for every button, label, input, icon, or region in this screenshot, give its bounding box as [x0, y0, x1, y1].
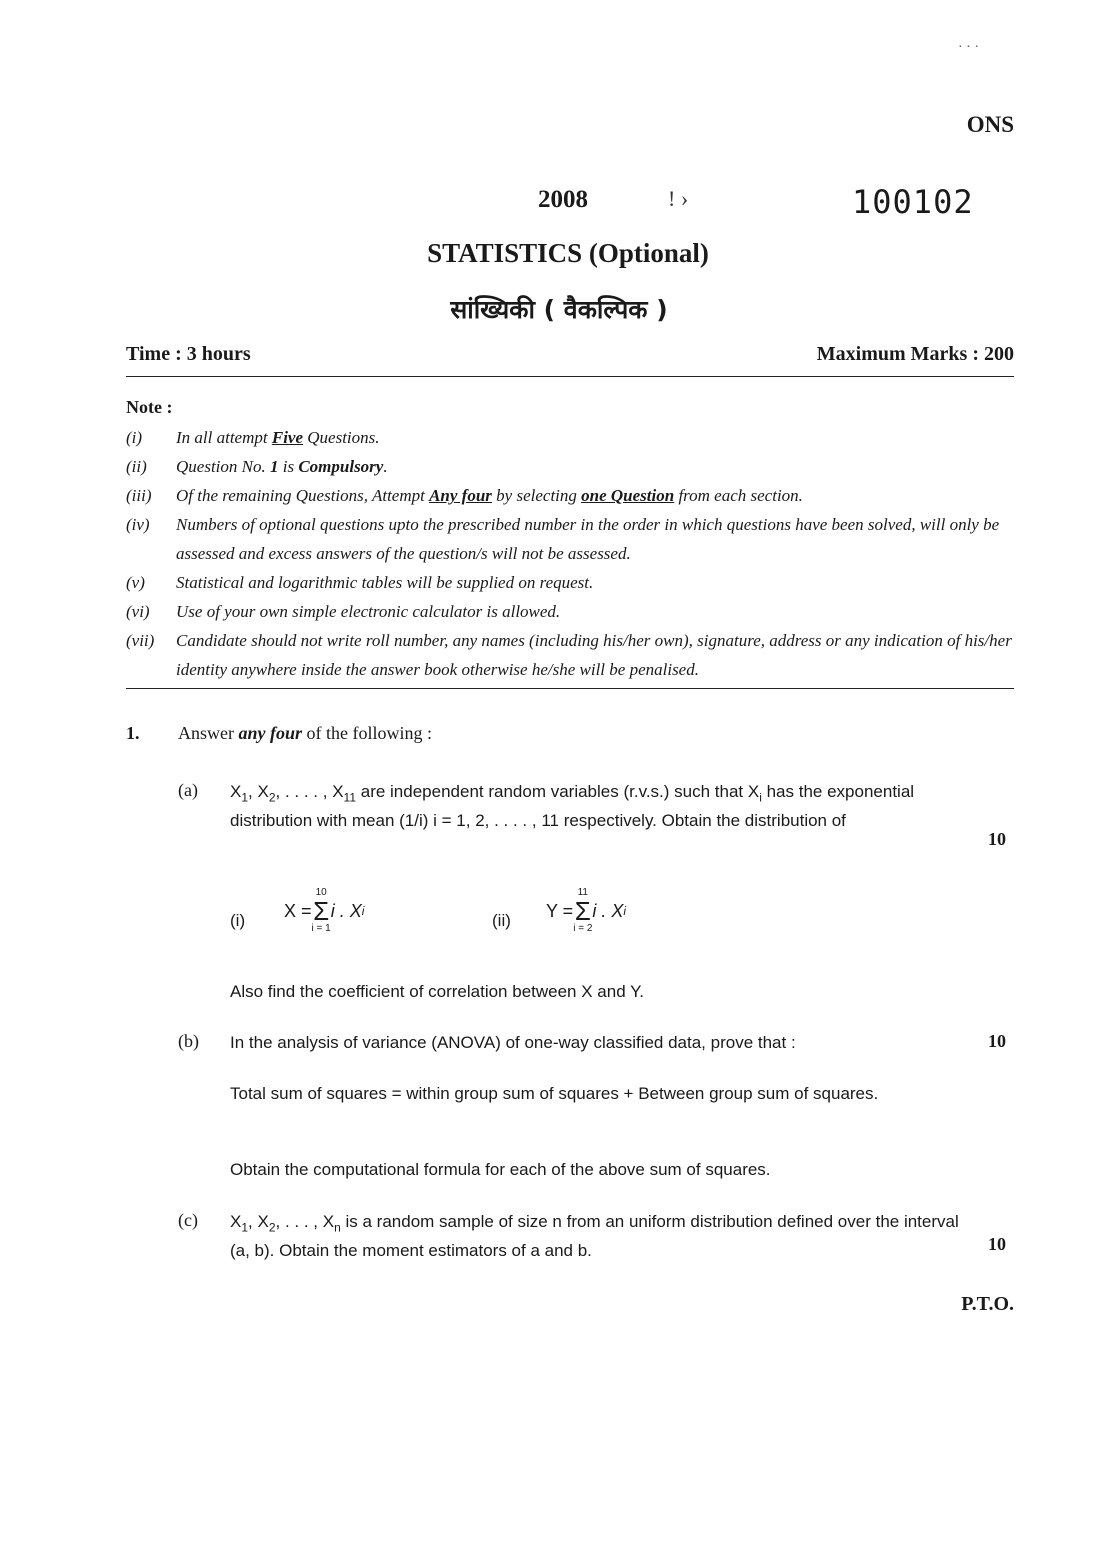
- formula-x: [284, 888, 364, 934]
- note-number: (vi): [126, 602, 150, 621]
- note-item: [126, 568, 1014, 597]
- note-heading: Note :: [126, 397, 173, 417]
- sum-upper-limit: 10: [315, 887, 327, 898]
- part-b-statement: Total sum of squares = within group sum of squares + Between group sum of squares.: [230, 1084, 879, 1103]
- note-text: Questions.: [303, 428, 380, 447]
- part-c-text: $X_1$, $X_2$, . . . , $X_n$ is a random sample of size n from an uniform distribution defined over the interval (a, b). Obtain the moment estimators of a and b.: [230, 1212, 959, 1261]
- question-text: of the following :: [302, 723, 432, 743]
- paper-title-hindi: सांख्यिकी ( वैकल्पिक ): [450, 295, 668, 324]
- summation-symbol: 11 Σ i = 2: [573, 887, 593, 934]
- note-number: (i): [126, 428, 143, 447]
- part-a-text: $X_1$, $X_2$, . . . . , $X_{11}$ are independent random variables (r.v.s.) such that $X_i$ has the exponential distribution with mean (1/i) i = 1, 2, . . . . , 11 respectively. Obtain the distribution of: [230, 782, 915, 831]
- formula-term: i . X: [592, 900, 624, 921]
- question-emphasis: any four: [238, 723, 303, 743]
- note-text: Candidate should not write roll number, any names (including his/her own), signature, address or any indication of his/her identity anywhere inside the answer book otherwise he/she will be penalised.: [176, 631, 1012, 679]
- question-text: Answer: [178, 723, 239, 743]
- scan-specks: · · ·: [958, 40, 979, 55]
- note-item: [126, 597, 1014, 626]
- note-item: [126, 481, 1014, 510]
- exam-year: 2008: [538, 186, 588, 213]
- handwritten-mark: ! ›: [668, 186, 689, 211]
- formula-subscript: i: [361, 904, 365, 918]
- note-number: (vii): [126, 631, 155, 650]
- paper-code: 100102: [852, 183, 974, 221]
- note-emphasis: Compulsory: [298, 457, 384, 476]
- note-text: Numbers of optional questions upto the prescribed number in the order in which questions have been solved, will only be assessed and excess answers of the question/s will not be assessed.: [176, 515, 1000, 563]
- note-emphasis: 1: [269, 457, 279, 476]
- note-item: [126, 626, 1014, 684]
- part-label: (a): [178, 780, 198, 800]
- note-item: [126, 423, 1014, 452]
- sum-upper-limit: 11: [577, 887, 588, 898]
- formula-y: [546, 888, 626, 934]
- note-text: In all attempt: [176, 428, 272, 447]
- maximum-marks: Maximum Marks : 200: [816, 343, 1014, 365]
- sum-lower-limit: i = 1: [311, 923, 331, 934]
- note-number: (v): [126, 573, 145, 592]
- sum-lower-limit: i = 2: [573, 923, 593, 934]
- formula-lhs: Y =: [546, 900, 574, 921]
- note-emphasis: Any four: [429, 486, 492, 505]
- note-item: [126, 510, 1014, 568]
- part-a-marks: 10: [988, 829, 1006, 849]
- part-b-followup: Obtain the computational formula for each of the above sum of squares.: [230, 1160, 771, 1179]
- formula-subscript: i: [623, 904, 627, 918]
- summation-symbol: 10 Σ i = 1: [311, 887, 331, 934]
- note-item: [126, 452, 1014, 481]
- question-instruction: [178, 723, 432, 744]
- note-text: Of the remaining Questions, Attempt: [176, 486, 430, 505]
- note-text: .: [383, 457, 388, 476]
- time-allowed: Time : 3 hours: [126, 343, 251, 365]
- please-turn-over: P.T.O.: [961, 1293, 1014, 1315]
- part-b-text: In the analysis of variance (ANOVA) of one-way classified data, prove that :: [230, 1033, 796, 1052]
- sub-part-label: (i): [230, 911, 246, 930]
- note-emphasis: one Question: [581, 486, 675, 505]
- question-number: 1.: [126, 723, 140, 743]
- sub-part-label: (ii): [492, 911, 511, 930]
- note-text: Statistical and logarithmic tables will be supplied on request.: [176, 573, 594, 592]
- corner-code: ONS: [966, 112, 1014, 137]
- note-text: Use of your own simple electronic calculator is allowed.: [176, 602, 561, 621]
- note-number: (ii): [126, 457, 147, 476]
- part-c-marks: 10: [988, 1234, 1006, 1254]
- formula-lhs: X =: [284, 900, 312, 921]
- note-number: (iv): [126, 515, 150, 534]
- header-divider: [126, 376, 1014, 377]
- note-emphasis: Five: [271, 428, 304, 447]
- part-a-followup: Also find the coefficient of correlation between X and Y.: [230, 982, 644, 1001]
- part-label: (b): [178, 1031, 199, 1051]
- note-text: Question No.: [176, 457, 270, 476]
- note-text: by selecting: [491, 486, 582, 505]
- part-b-marks: 10: [988, 1031, 1006, 1051]
- part-label: (c): [178, 1210, 198, 1230]
- note-text: is: [278, 457, 299, 476]
- formula-term: i . X: [330, 900, 362, 921]
- paper-title: STATISTICS (Optional): [427, 238, 709, 268]
- note-number: (iii): [126, 486, 152, 505]
- notes-divider: [126, 688, 1014, 689]
- note-text: from each section.: [674, 486, 803, 505]
